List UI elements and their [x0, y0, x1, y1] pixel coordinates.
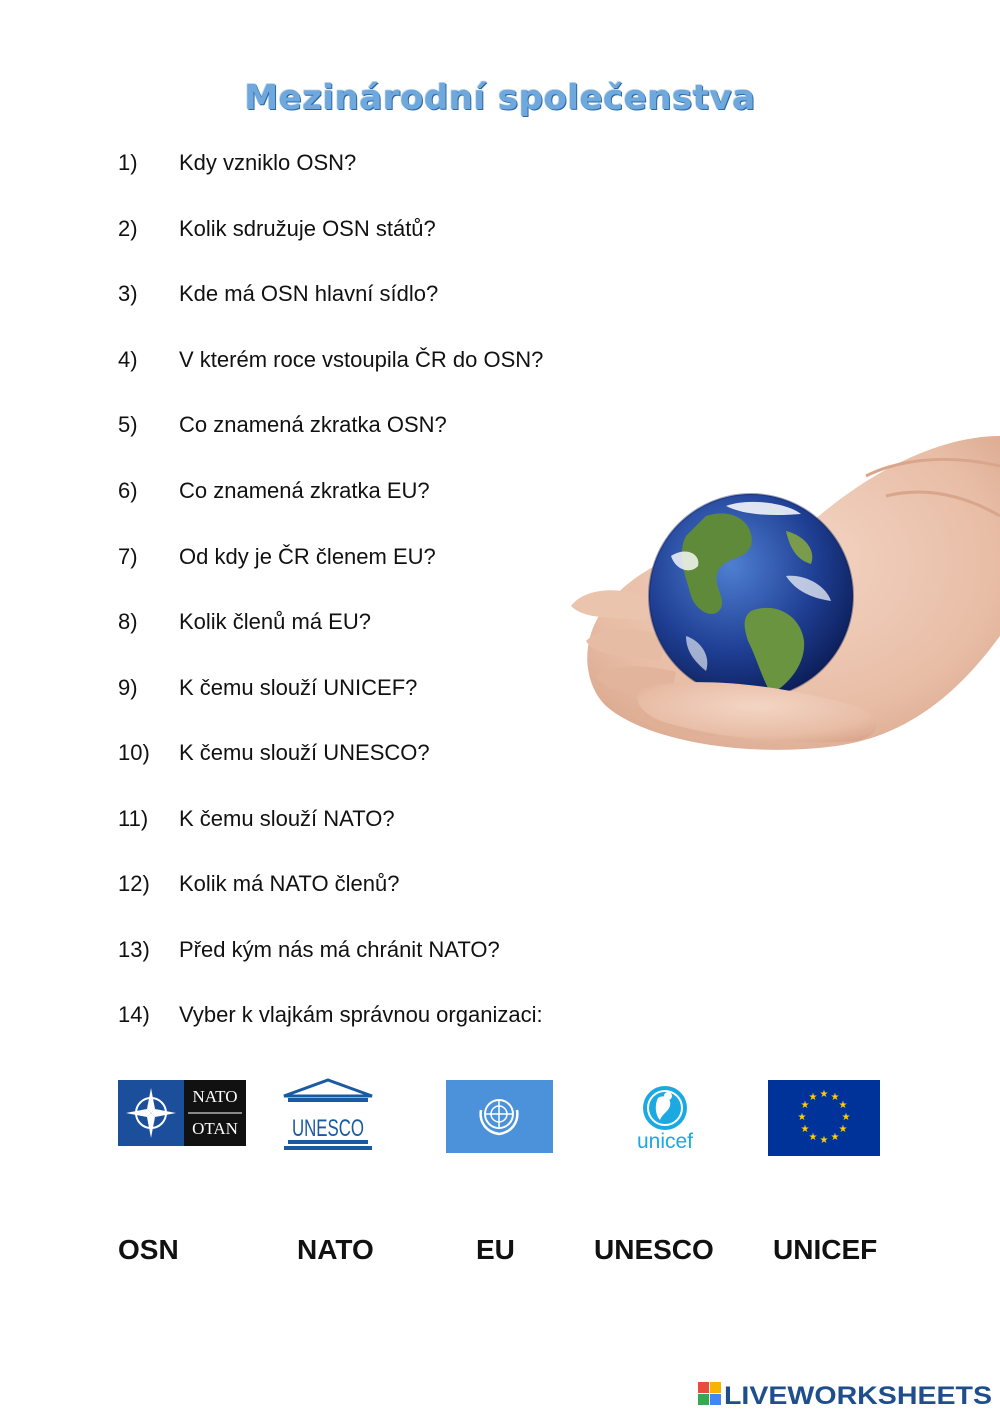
- question-number: 7): [118, 544, 138, 569]
- question-text: Kde má OSN hlavní sídlo?: [179, 281, 439, 306]
- question-text: V kterém roce vstoupila ČR do OSN?: [179, 347, 544, 372]
- question-item: [118, 1002, 543, 1028]
- unicef-logo-text: unicef: [636, 1130, 694, 1153]
- liveworksheets-logo-icon: [698, 1382, 721, 1405]
- question-number: 5): [118, 412, 138, 437]
- svg-text:★: ★: [800, 1100, 810, 1111]
- svg-text:★: ★: [797, 1112, 807, 1123]
- question-item: [118, 675, 417, 701]
- question-number: 1): [118, 150, 138, 175]
- question-item: [118, 216, 436, 242]
- org-name-unicef[interactable]: UNICEF: [773, 1234, 878, 1265]
- svg-text:★: ★: [808, 1132, 818, 1143]
- svg-text:★: ★: [830, 1132, 840, 1143]
- svg-text:★: ★: [841, 1112, 851, 1123]
- question-text: Před kým nás má chránit NATO?: [179, 937, 500, 962]
- org-name-nato[interactable]: NATO: [297, 1234, 374, 1265]
- org-name-osn[interactable]: OSN: [118, 1234, 179, 1265]
- org-name-unesco[interactable]: UNESCO: [594, 1234, 714, 1265]
- question-text: Kolik má NATO členů?: [179, 871, 400, 896]
- liveworksheets-logo: [698, 1378, 994, 1410]
- nato-flag: [118, 1080, 246, 1151]
- question-text: Kdy vzniklo OSN?: [179, 150, 357, 175]
- question-item: [118, 347, 543, 373]
- question-number: 9): [118, 675, 138, 700]
- globe-in-hands-image: [486, 436, 1000, 758]
- question-text: Vyber k vlajkám správnou organizaci:: [179, 1002, 543, 1027]
- unesco-logo-text: UNESCO: [292, 1115, 364, 1142]
- question-number: 12): [118, 871, 150, 896]
- question-number: 14): [118, 1002, 150, 1027]
- svg-text:★: ★: [838, 1100, 848, 1111]
- question-number: 2): [118, 216, 138, 241]
- question-text: K čemu slouží UNESCO?: [179, 740, 430, 765]
- question-item: [118, 740, 430, 766]
- question-item: [118, 806, 395, 832]
- question-number: 4): [118, 347, 138, 372]
- question-number: 6): [118, 478, 138, 503]
- liveworksheets-logo-text: LIVEWORKSHEETS: [724, 1382, 992, 1410]
- question-text: Od kdy je ČR členem EU?: [179, 544, 436, 569]
- unicef-logo: [628, 1084, 702, 1159]
- question-text: Kolik členů má EU?: [179, 609, 371, 634]
- question-text: Co znamená zkratka OSN?: [179, 412, 447, 437]
- question-item: [118, 871, 400, 897]
- question-item: [118, 937, 500, 963]
- question-item: [118, 609, 371, 635]
- question-text: K čemu slouží UNICEF?: [179, 675, 418, 700]
- svg-text:★: ★: [819, 1135, 829, 1146]
- svg-text:★: ★: [800, 1124, 810, 1135]
- question-number: 10): [118, 740, 150, 765]
- question-number: 3): [118, 281, 138, 306]
- un-flag: [446, 1080, 553, 1158]
- question-text: Co znamená zkratka EU?: [179, 478, 430, 503]
- question-item: [118, 478, 430, 504]
- unesco-logo: [282, 1078, 374, 1157]
- svg-text:★: ★: [808, 1092, 818, 1103]
- question-text: K čemu slouží NATO?: [179, 806, 395, 831]
- org-name-eu[interactable]: EU: [476, 1234, 515, 1265]
- page-title: Mezinárodní společenstva: [244, 78, 756, 118]
- question-item: [118, 281, 438, 307]
- question-number: 11): [118, 806, 149, 831]
- question-item: [118, 544, 436, 570]
- nato-flag-text-top: NATO: [192, 1087, 238, 1106]
- question-item: [118, 412, 447, 438]
- svg-text:★: ★: [838, 1124, 848, 1135]
- svg-text:★: ★: [819, 1089, 829, 1100]
- question-item: [118, 150, 356, 176]
- question-text: Kolik sdružuje OSN států?: [179, 216, 436, 241]
- nato-flag-text-bottom: OTAN: [192, 1119, 238, 1138]
- question-number: 8): [118, 609, 138, 634]
- question-number: 13): [118, 937, 150, 962]
- svg-text:★: ★: [830, 1092, 840, 1103]
- eu-flag: [768, 1080, 880, 1161]
